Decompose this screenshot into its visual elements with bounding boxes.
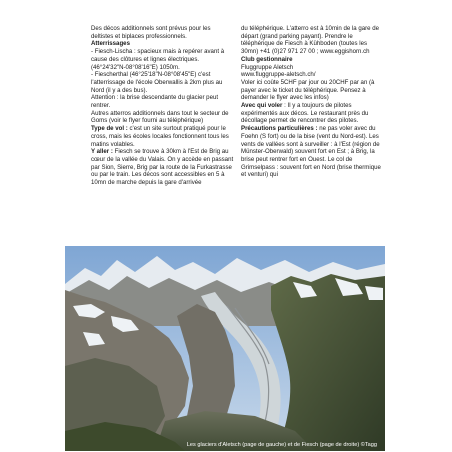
y-aller-text: Fiesch se trouve à 30km à l'Est de Brig au cœur de la vallée du Valais. On y accède en passant par Sion, Sierre, Brig par la route de la Furkastrasse ou par le train. Les décos sont accessibles en 5 à 10mn de marche depuis la gare d'arrivée xyxy=(91,148,234,187)
precautions-label: Précautions particulières : xyxy=(241,125,318,133)
right-text-column xyxy=(241,25,383,179)
glacier-photo xyxy=(65,246,385,451)
avec-qui-voler-text: : Il y a toujours de pilotes expérimentés aux décos. Le restaurant près du décollage permet de rencontrer des pilotes. xyxy=(241,102,369,125)
photo-caption: Les glaciers d'Aletsch (page de gauche) et de Fiesch (page de droite) ©Tagg xyxy=(186,442,377,448)
club-url: www.fluggruppe-aletsch.ch/ xyxy=(241,71,316,79)
telepherique-paragraph: du téléphérique. L'atterro est à 10min de la gare de départ (grand parking payant). Prendre le téléphérique de Fiesch à Kühboden (toutes les 30mn) +41 (0)27 971 27 00 ; www.eggishorn.ch xyxy=(241,25,380,56)
fiesch-lischa-paragraph: - Fiesch-Lischa : spacieux mais à repérer avant à cause des clôtures et lignes électriques. (46°24'32"N-08°08'16"E) 1050m. xyxy=(91,48,225,71)
type-de-vol-label: Type de vol : xyxy=(91,125,128,133)
atterrissages-heading: Atterrissages xyxy=(91,40,130,48)
type-de-vol-paragraph xyxy=(91,125,234,148)
fiescherthal-paragraph: - Fiescherthal (46°25'18"N-08°08'45"E) c'est l'atterrissage de l'école Oberwallis à 2km plus au Nord (il y a des bus). xyxy=(91,71,223,94)
avec-qui-voler-paragraph xyxy=(241,102,383,125)
glacier-landscape-image xyxy=(65,246,385,451)
intro-paragraph: Des décos additionnels sont prévus pour les deltistes et biplaces professionnels. xyxy=(91,25,211,40)
y-aller-paragraph xyxy=(91,148,234,187)
avec-qui-voler-label: Avec qui voler xyxy=(241,102,283,110)
left-text-column xyxy=(91,25,234,187)
autres-paragraph: Autres atterros additionnels dans tout le secteur de Goms (voir le flyer fourni au téléphérique) xyxy=(91,109,229,125)
club-name: Fluggruppe Aletsch xyxy=(241,63,294,71)
right-mountain-mass xyxy=(271,274,385,451)
precautions-text: ne pas voler avec du Foehn (S fort) ou de la bise (vent du Nord-est). Les vents de vallées sont à surveiller : à l'Est (région de Münster-Oberwald) souvent fort en Est ; à Brig, la brise peut rentrer fort en Ouest. Le col de Grimselpass : souvent fort en Nord (brise thermique et venturi) qui xyxy=(241,125,381,179)
attention-paragraph: Attention : la brise descendante du glacier peut rentrer. xyxy=(91,94,219,110)
y-aller-label: Y aller : xyxy=(91,148,113,156)
club-heading: Club gestionnaire xyxy=(241,55,293,63)
club-text: Voler ici coûte 5CHF par jour ou 20CHF par an (à payer avec le ticket du téléphérique. Pensez à demander le flyer avec les infos) xyxy=(241,78,375,102)
type-de-vol-text: c'est un site surtout pratiqué pour le cross, mais les écoles locales fonctionnent tous les matins volables. xyxy=(91,125,229,148)
precautions-paragraph xyxy=(241,125,383,179)
